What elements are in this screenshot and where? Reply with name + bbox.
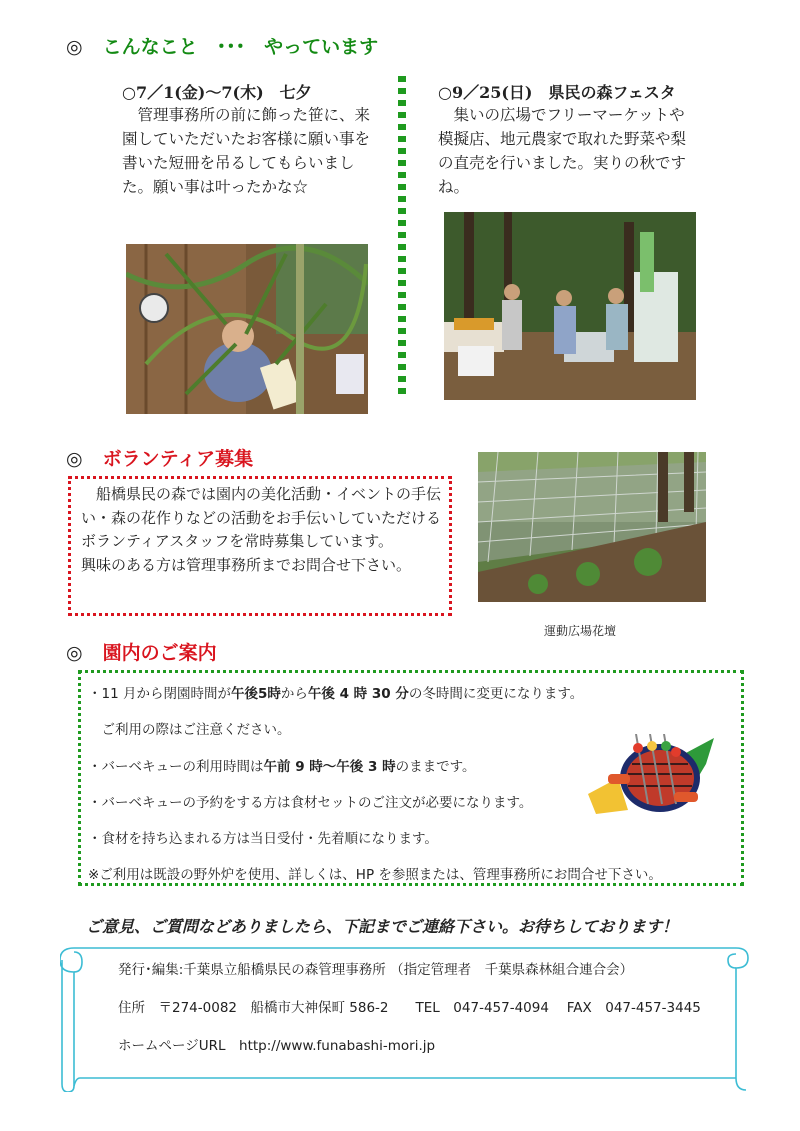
double-circle-mark: ◎ [66, 642, 83, 664]
guide-text: ・11 月から閉園時間が [88, 686, 231, 702]
guide-text: の冬時間に変更になります。 [408, 686, 584, 702]
guide-emphasis: 午後 4 時 30 分 [307, 686, 409, 702]
contact-publisher: 発行･編集:千葉県立船橋県民の森管理事務所 （指定管理者 千葉県森林組合連合会） [118, 962, 634, 978]
flowerbed-caption: 運動広場花壇 [543, 624, 616, 638]
homepage-link[interactable]: ホームページURL http://www.funabashi-mori.jp [118, 1038, 436, 1054]
guide-emphasis: 午前 9 時～午後 3 時 [263, 759, 396, 775]
tanabata-description: 管理事務所の前に飾った笹に、来園していただいたお客様に願い事を書いた短冊を吊るしてもらいました。願い事は叶ったかな☆ [122, 106, 371, 196]
volunteer-box [68, 476, 452, 616]
section-title-activities [66, 32, 378, 59]
guide-bring-food: ・食材を持ち込まれる方は当日受付・先着順になります。 [88, 831, 438, 847]
volunteer-description: 船橋県民の森では園内の美化活動・イベントの手伝い・森の花作りなどの活動をお手伝いしていただけるボランティアスタッフを常時募集しています。 [81, 485, 442, 550]
guide-emphasis: 午後5時 [230, 686, 281, 702]
double-circle-mark: ◎ [66, 448, 83, 470]
volunteer-contact-note: 興味のある方は管理事務所までお問合せ下さい。 [81, 555, 412, 574]
double-circle-mark: ◎ [66, 36, 83, 58]
guide-text: から [280, 686, 308, 702]
guide-caution: ご利用の際はご注意ください。 [88, 722, 291, 738]
closing-message: ご意見、ご質問などありましたら、下記までご連絡下さい。お待ちしております！ [86, 917, 679, 936]
activities-title-text: こんなこと ･･･ やっています [102, 36, 379, 58]
tanabata-heading: ○7／1(金)～7(木) 七夕 [122, 83, 312, 102]
volunteer-title-text: ボランティア募集 [102, 448, 254, 470]
guide-hp-note: ※ご利用は既設の野外炉を使用、詳しくは、HP を参照または、管理事務所にお問合せ下さい。 [88, 867, 662, 883]
guide-text: ・バーベキューの利用時間は [88, 759, 264, 775]
flowerbed-photo [478, 452, 706, 602]
festa-heading: ○9／25(日) 県民の森フェスタ [438, 83, 676, 102]
tanabata-photo [126, 244, 368, 414]
vertical-divider [398, 76, 406, 398]
contact-address: 住所 〒274-0082 船橋市大神保町 586-2 TEL 047-457-4094 FAX 047-457-3445 [118, 1000, 701, 1016]
guide-bbq-hours [88, 755, 476, 775]
guide-closing-time [88, 682, 583, 702]
section-title-guide [66, 638, 217, 665]
guide-text: のままです。 [395, 759, 476, 775]
festa-description: 集いの広場でフリーマーケットや模擬店、地元農家で取れた野菜や梨の直売を行いました。実りの秋ですね。 [438, 106, 687, 196]
section-title-volunteer [66, 444, 253, 471]
festa-photo [444, 212, 696, 400]
guide-title-text: 園内のご案内 [102, 642, 217, 664]
bbq-illustration-icon [588, 734, 718, 818]
guide-bbq-reservation: ・バーベキューの予約をする方は食材セットのご注文が必要になります。 [88, 795, 533, 811]
